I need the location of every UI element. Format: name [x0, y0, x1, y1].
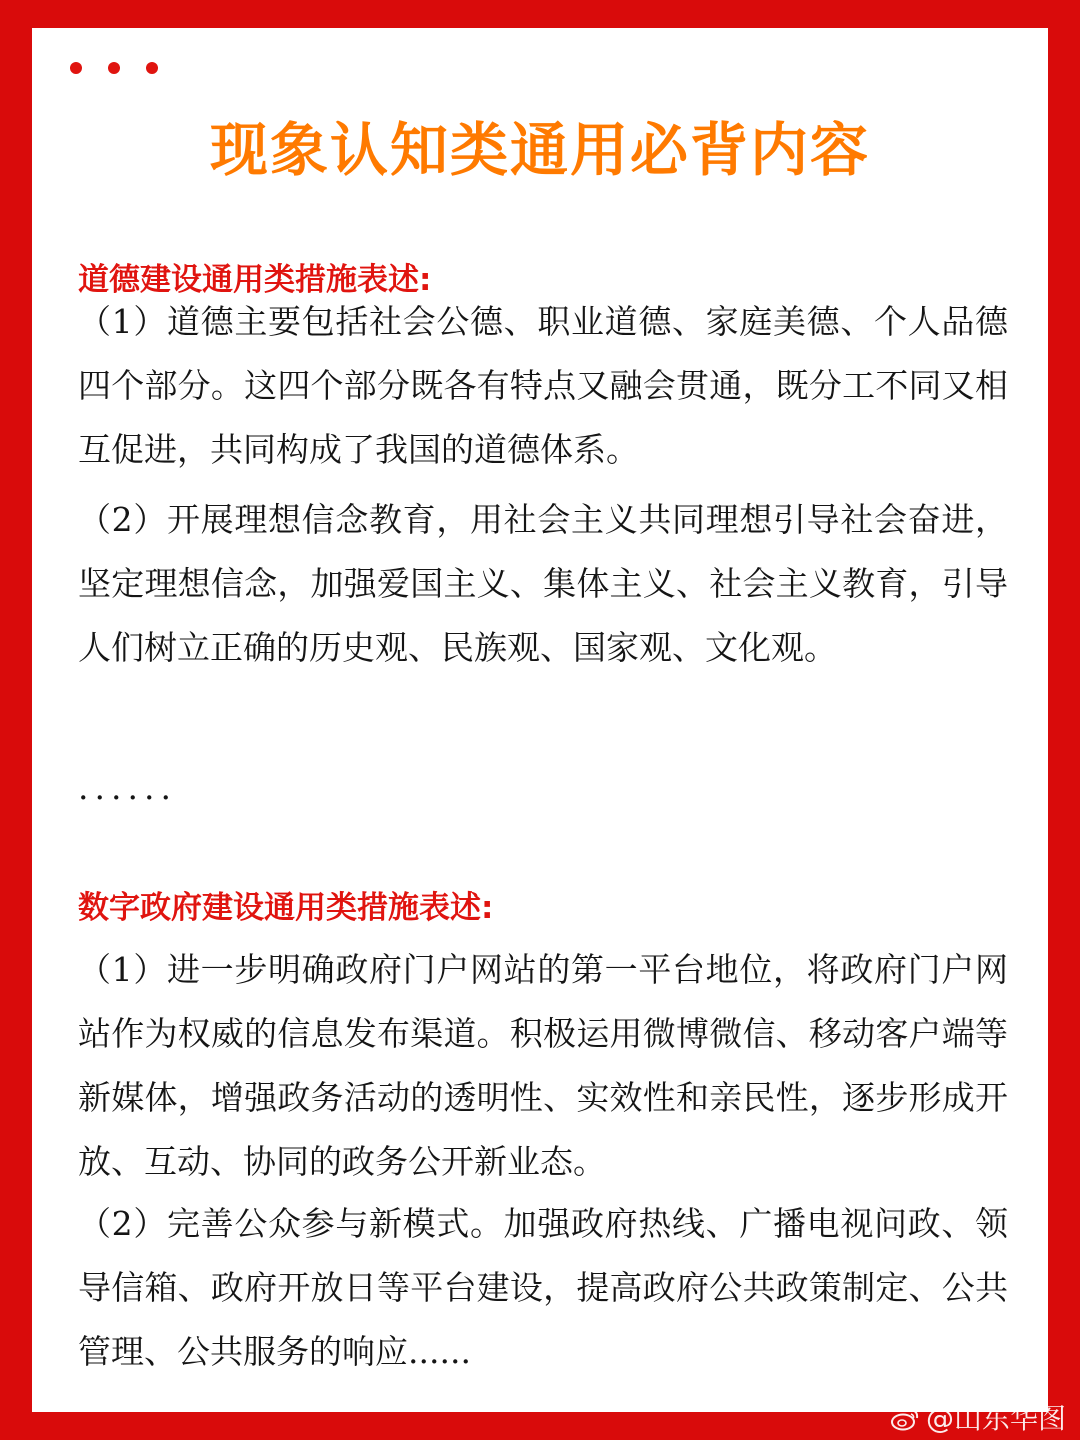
section-heading-digital-government: 数字政府建设通用类措施表述:	[78, 890, 494, 926]
decorative-dots	[70, 62, 158, 74]
section-heading-morality: 道德建设通用类措施表述:	[78, 262, 432, 298]
paragraph-digital-government-2: （2）完善公众参与新模式。加强政府热线、广播电视问政、领导信箱、政府开放日等平台建设，提高政府公共政策制定、公共管理、公共服务的响应......	[78, 1204, 1008, 1371]
watermark	[890, 1402, 1066, 1436]
paragraph-morality-1: （1）道德主要包括社会公德、职业道德、家庭美德、个人品德四个部分。这四个部分既各有特点又融会贯通，既分工不同又相互促进，共同构成了我国的道德体系。	[78, 302, 1008, 469]
page-title: 现象认知类通用必背内容	[209, 116, 870, 184]
watermark-text: @山东华图	[925, 1402, 1066, 1435]
weibo-icon	[890, 1407, 920, 1431]
dot-icon	[70, 62, 82, 74]
section-ellipsis: ......	[78, 768, 177, 807]
dot-icon	[108, 62, 120, 74]
dot-icon	[146, 62, 158, 74]
paragraph-digital-government-1: （1）进一步明确政府门户网站的第一平台地位，将政府门户网站作为权威的信息发布渠道。积极运用微博微信、移动客户端等新媒体，增强政务活动的透明性、实效性和亲民性，逐步形成开放、互动、协同的政务公开新业态。	[78, 950, 1008, 1181]
content-card	[32, 28, 1048, 1412]
paragraph-morality-2: （2）开展理想信念教育，用社会主义共同理想引导社会奋进，坚定理想信念，加强爱国主义、集体主义、社会主义教育，引导人们树立正确的历史观、民族观、国家观、文化观。	[78, 500, 1008, 667]
